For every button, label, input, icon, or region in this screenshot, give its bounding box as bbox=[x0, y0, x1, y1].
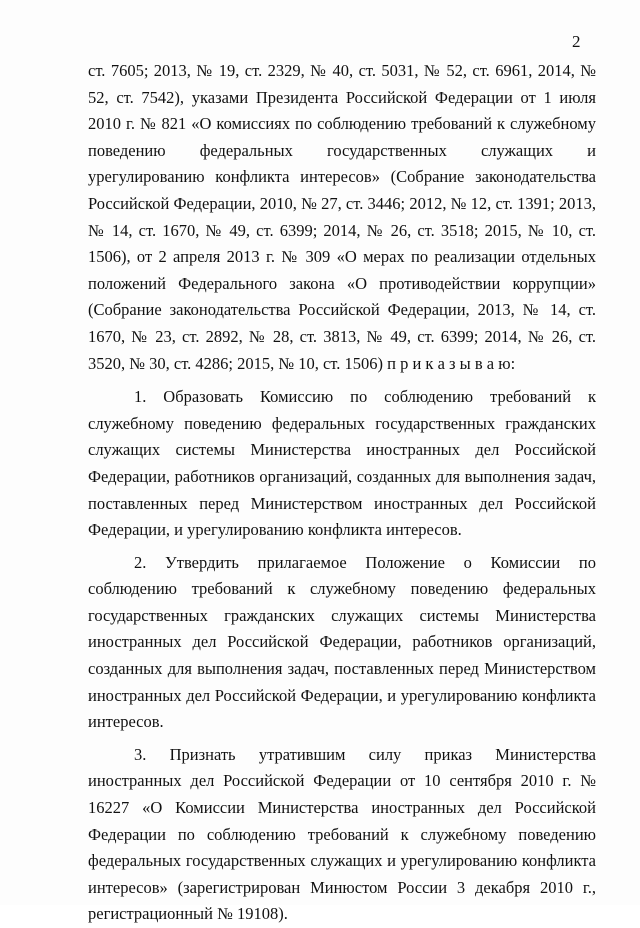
paragraph-item-2: 2. Утвердить прилагаемое Положение о Комиссии по соблюдению требований к служебному поведению федеральных государственных гражданских служащих системы Министерства иностранных дел Российской Федерации, работников организаций, созданных для выполнения задач, поставленных перед Министерством иностранных дел Российской Федерации, и урегулированию конфликта интересов. bbox=[88, 552, 596, 732]
paragraph-legal-basis: ст. 7605; 2013, № 19, ст. 2329, № 40, ст. 5031, № 52, ст. 6961, 2014, № 52, ст. 7542), указами Президента Российской Федерации от 1 июля 2010 г. № 821 «О комиссиях по соблюдению требований к служебному поведению федеральных государственных служащих и урегулированию конфликта интересов» (Собрание законодательства Российской Федерации, 2010, № 27, ст. 3446; 2012, № 12, ст. 1391; 2013, № 14, ст. 1670, № 49, ст. 6399; 2014, № 26, ст. 3518; 2015, № 10, ст. 1506), от 2 апреля 2013 г. № 309 «О мерах по реализации отдельных положений Федерального закона «О противодействии коррупции» (Собрание законодательства Российской Федерации, 2013, № 14, ст. 1670, № 23, ст. 2892, № 28, ст. 3813, № 49, ст. 6399; 2014, № 26, ст. 3520, № 30, ст. 4286; 2015, № 10, ст. 1506) п р и к а з ы в а ю: bbox=[88, 61, 596, 373]
document-body bbox=[88, 58, 596, 928]
paragraph-item-3: 3. Признать утратившим силу приказ Министерства иностранных дел Российской Федерации от 10 сентября 2010 г. № 16227 «О Комиссии Министерства иностранных дел Российской Федерации по соблюдению требований к служебному поведению федеральных государственных служащих и урегулированию конфликта интересов» (зарегистрирован Минюстом России 3 декабря 2010 г., регистрационный № 19108). bbox=[88, 744, 596, 924]
page-number: 2 bbox=[572, 32, 581, 51]
paragraph-item-1: 1. Образовать Комиссию по соблюдению требований к служебному поведению федеральных государственных гражданских служащих системы Министерства иностранных дел Российской Федерации, работников организаций, созданных для выполнения задач, поставленных перед Министерством иностранных дел Российской Федерации, и урегулированию конфликта интересов. bbox=[88, 387, 596, 540]
